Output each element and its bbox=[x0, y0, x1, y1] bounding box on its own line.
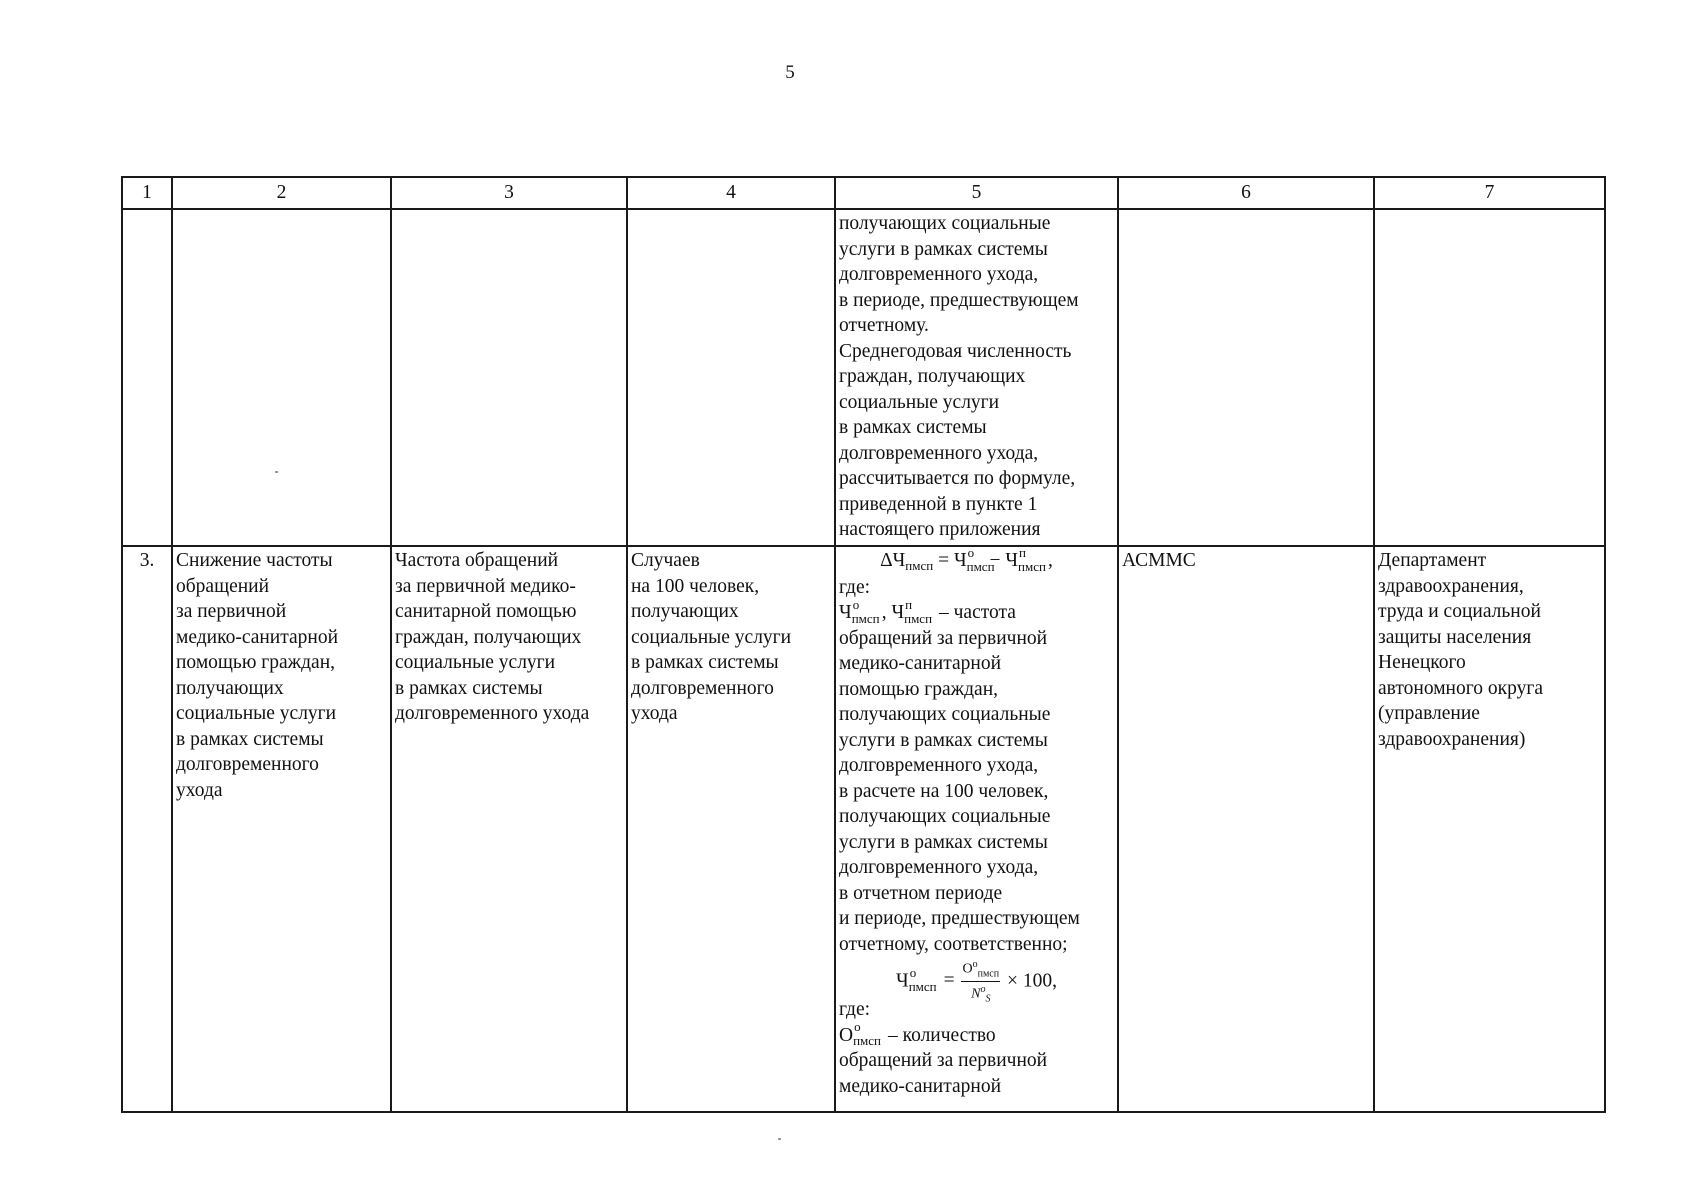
row-number: 3. bbox=[122, 546, 172, 1112]
text-line: помощью граждан, bbox=[839, 678, 999, 700]
text-line: настоящего приложения bbox=[839, 519, 1041, 540]
text-line: долговременного ухода, bbox=[839, 264, 1039, 285]
cell-empty bbox=[627, 209, 835, 546]
text-line: в периоде, предшествующем bbox=[839, 289, 1079, 311]
text-line: социальные услуги bbox=[176, 703, 337, 724]
text-line: в рамках системы bbox=[631, 652, 779, 673]
text-line: где: bbox=[839, 576, 871, 598]
text-line: долговременного ухода, bbox=[839, 857, 1039, 879]
text-line: в отчетном периоде bbox=[839, 882, 1003, 904]
text-line: труда и социальной bbox=[1378, 601, 1541, 622]
header-cell: 3 bbox=[391, 177, 627, 209]
text-line: (управление bbox=[1378, 703, 1480, 724]
text-line: получающих bbox=[631, 601, 739, 622]
text-line: в рамках системы bbox=[395, 677, 543, 699]
cell-empty bbox=[1118, 209, 1374, 546]
text-line: здравоохранения) bbox=[1378, 728, 1526, 750]
cell-calculation-continued bbox=[835, 209, 1118, 546]
text-line: Среднегодовая численность bbox=[839, 340, 1072, 362]
cell-empty bbox=[391, 209, 627, 546]
text-line: услуги в рамках системы bbox=[839, 831, 1048, 853]
formula-delta: $\Delta Ч_{пмсп} = Ч$ о пмсп − Ч п пмсп , bbox=[880, 544, 1053, 574]
page-number: 5 bbox=[785, 62, 795, 83]
cell-indicator-name bbox=[172, 546, 391, 1112]
text-line: долговременного ухода, bbox=[839, 755, 1039, 777]
text-line: помощью граждан, bbox=[176, 652, 336, 673]
text-line: получающих bbox=[176, 677, 284, 699]
text-line: здравоохранения, bbox=[1378, 575, 1524, 597]
cell-empty bbox=[1374, 209, 1605, 546]
text-line: приведенной в пункте 1 bbox=[839, 493, 1038, 515]
text-line: рассчитывается по формуле, bbox=[839, 468, 1076, 489]
indicators-table bbox=[121, 176, 1606, 1113]
scan-speck bbox=[275, 471, 278, 473]
cell-empty bbox=[172, 209, 391, 546]
text-line: социальные услуги bbox=[395, 652, 556, 673]
text-line: ухода bbox=[176, 779, 223, 801]
text-line: в расчете на 100 человек, bbox=[839, 780, 1049, 802]
text-line: долговременного bbox=[176, 754, 319, 775]
text-line: Случаев bbox=[631, 550, 700, 571]
text-line: получающих социальные bbox=[839, 213, 1051, 234]
text-line: Частота обращений bbox=[395, 550, 559, 571]
text-line: в рамках системы bbox=[839, 417, 987, 438]
cell-empty bbox=[122, 209, 172, 546]
cell-responsible-body bbox=[1374, 546, 1605, 1112]
cell-indicator-description bbox=[391, 546, 627, 1112]
table-row-3 bbox=[122, 546, 1605, 1112]
text-line: обращений за первичной bbox=[839, 1050, 1048, 1072]
text-line: и периоде, предшествующем bbox=[839, 908, 1080, 930]
text-line: долговременного ухода bbox=[395, 703, 590, 724]
text-line: защиты населения bbox=[1378, 626, 1532, 648]
scan-speck bbox=[778, 1138, 781, 1140]
text-line: долговременного bbox=[631, 677, 774, 699]
text-line: услуги в рамках системы bbox=[839, 238, 1048, 260]
text-line: получающих социальные bbox=[839, 806, 1051, 828]
text-line: долговременного ухода, bbox=[839, 442, 1039, 464]
text-line: социальные услуги bbox=[839, 391, 1000, 413]
header-cell: 5 bbox=[835, 177, 1118, 209]
cell-data-source: АСММС bbox=[1118, 546, 1374, 1112]
text-line: медико-санитарной bbox=[839, 653, 1002, 675]
header-cell: 1 bbox=[122, 177, 172, 209]
text-line: Департамент bbox=[1378, 550, 1487, 571]
header-cell: 7 bbox=[1374, 177, 1605, 209]
text-line: граждан, получающих bbox=[839, 366, 1026, 387]
text-line: где: bbox=[839, 999, 871, 1021]
text-line: отчетному, соответственно; bbox=[839, 933, 1068, 955]
header-cell: 2 bbox=[172, 177, 391, 209]
text-line: Снижение частоты bbox=[176, 550, 333, 571]
text-line: обращений за первичной bbox=[839, 627, 1048, 649]
cell-unit bbox=[627, 546, 835, 1112]
cell-calculation-method bbox=[835, 546, 1118, 1112]
text-line: граждан, получающих bbox=[395, 626, 582, 648]
text-line: Ненецкого bbox=[1378, 652, 1466, 673]
header-cell: 6 bbox=[1118, 177, 1374, 209]
header-cell: 4 bbox=[627, 177, 835, 209]
text-line: санитарной помощью bbox=[395, 601, 577, 622]
definition-line: О о пмсп – количество bbox=[839, 1019, 996, 1049]
text-line: получающих социальные bbox=[839, 704, 1051, 726]
text-line: в рамках системы bbox=[176, 728, 324, 750]
text-line: социальные услуги bbox=[631, 626, 792, 648]
text-line: медико-санитарной bbox=[839, 1075, 1002, 1097]
text-line: за первичной bbox=[176, 601, 287, 622]
text-line: автономного округа bbox=[1378, 677, 1543, 699]
text-line: ухода bbox=[631, 703, 678, 724]
text-line: отчетному. bbox=[839, 315, 929, 336]
table-header-row bbox=[122, 177, 1605, 209]
text-line: медико-санитарной bbox=[176, 626, 339, 648]
definition-line: Ч о пмсп , Ч п пмсп – частота bbox=[839, 596, 1016, 626]
text-line: за первичной медико- bbox=[395, 575, 576, 597]
text-line: обращений bbox=[176, 575, 270, 597]
table-row-continuation bbox=[122, 209, 1605, 546]
text-line: услуги в рамках системы bbox=[839, 729, 1048, 751]
formula-rate: Ч о пмсп = $\frac{О^о_{пмсп}}{N^о_S}$ × 100, bbox=[896, 959, 1057, 1005]
text-line: на 100 человек, bbox=[631, 575, 760, 597]
